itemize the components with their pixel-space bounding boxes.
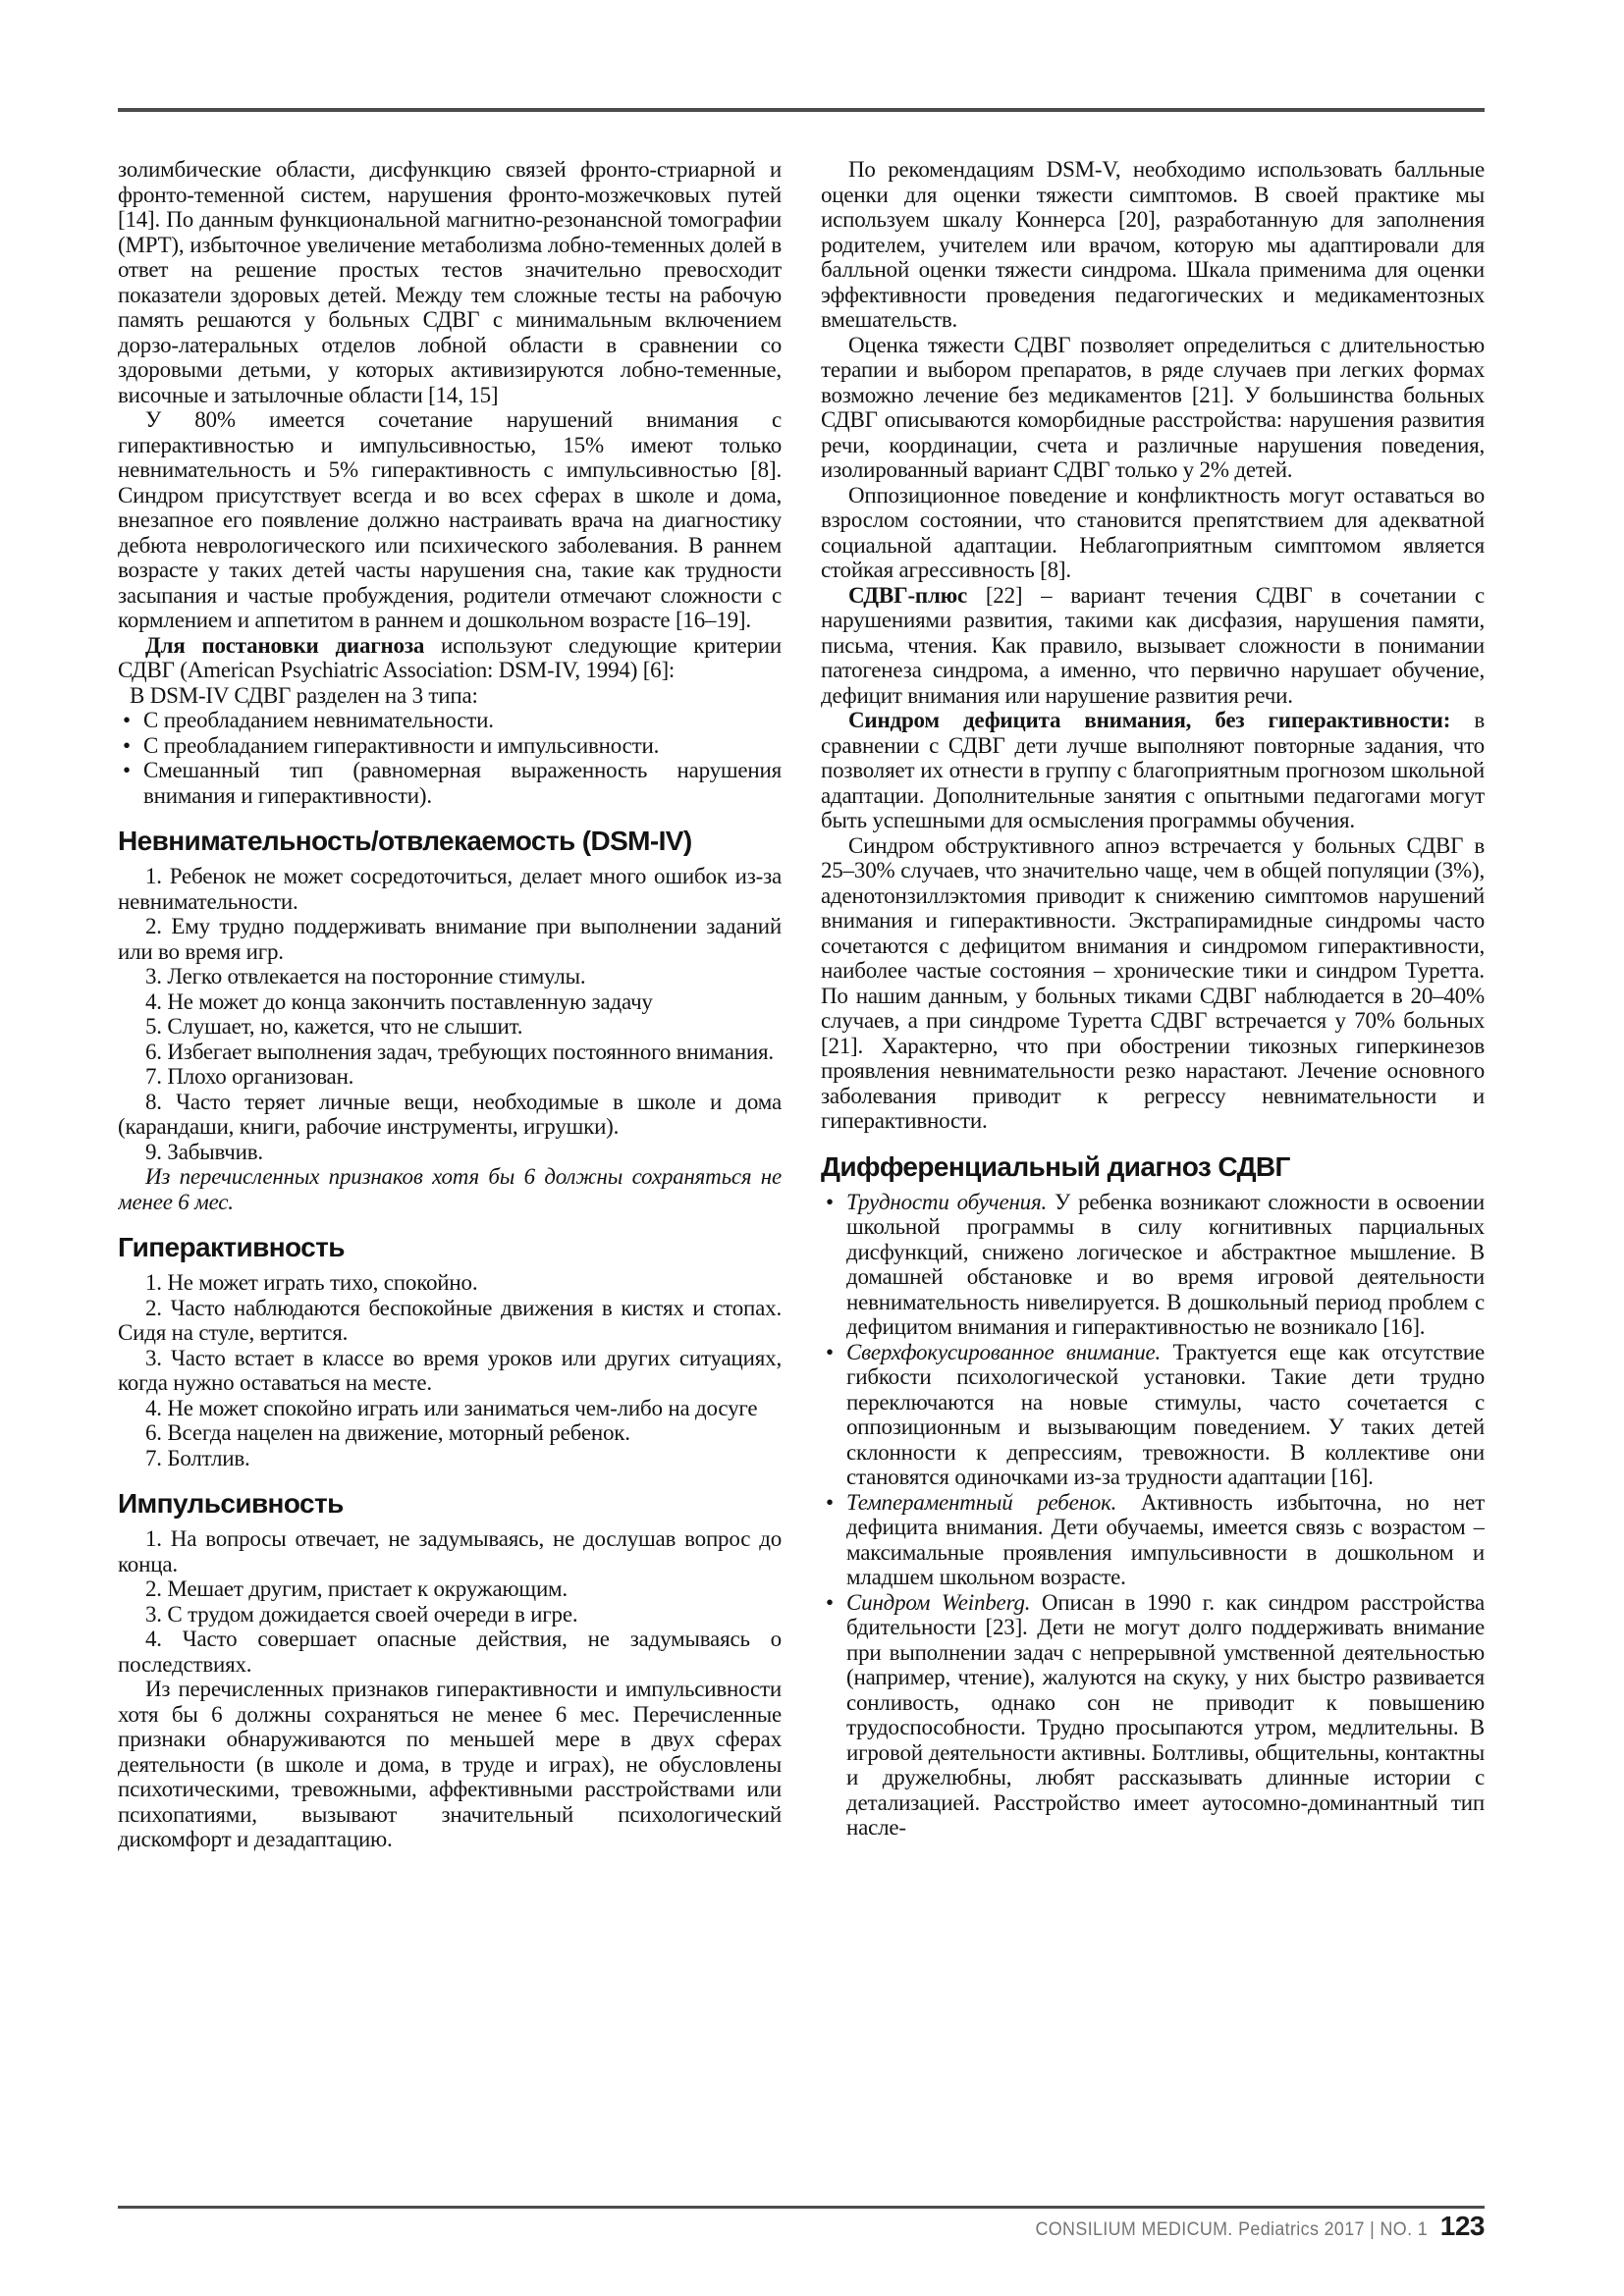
- bullet-marker: •: [123, 732, 131, 758]
- bold-run: Для постановки диагноза: [145, 632, 425, 658]
- text-run: Из перечисленных признаков гиперактивности и импульсивности хотя бы 6 должны сохраняться не менее 6 мес. Перечисленные признаки обнаруживаются по меньшей мере в двух сферах деятельности (в школе и дома, в труде и играх), не обусловлены психотическими, тревожными, аффективными расстройствами или психопатиями, вызывают значительный психологический дискомфорт и дезадаптацию.: [118, 1677, 782, 1851]
- bullet-list-item: [821, 1490, 1485, 1590]
- paragraph: [118, 1677, 782, 1852]
- bullet-list-item: [821, 1590, 1485, 1841]
- italic-run: Темпераментный ребенок.: [846, 1489, 1117, 1515]
- text-run: По рекомендациям DSM-V, необходимо использовать балльные оценки для оценки тяжести симптомов. В своей практике мы используем шкалу Коннерса [20], разработанную для заполнения родителем, учителем или врачом, которую мы адаптировали для балльной оценки тяжести синдрома. Шкала применима для оценки эффективности проведения педагогических и медикаментозных вмешательств.: [821, 157, 1485, 332]
- text-run: 8. Часто теряет личные вещи, необходимые в школе и дома (карандаши, книги, рабочие инструменты, игрушки).: [118, 1089, 782, 1139]
- text-run: С преобладанием гиперактивности и импульсивности.: [143, 732, 660, 758]
- text-run: 4. Не может до конца закончить поставленную задачу: [145, 988, 653, 1014]
- text-run: 6. Избегает выполнения задач, требующих постоянного внимания.: [145, 1039, 774, 1064]
- text-run: 3. Часто встает в классе во время уроков или других ситуациях, когда нужно оставаться на месте.: [118, 1345, 782, 1395]
- text-run: 1. Не может играть тихо, спокойно.: [145, 1270, 478, 1295]
- paragraph: [118, 1270, 782, 1296]
- bullet-marker: •: [123, 708, 131, 732]
- text-run: 1. На вопросы отвечает, не задумываясь, не дослушав вопрос до конца.: [118, 1526, 782, 1576]
- section-heading: [118, 1232, 782, 1263]
- right-column: [821, 157, 1485, 2203]
- text-run: 2. Мешает другим, пристает к окружающим.: [145, 1576, 568, 1601]
- paragraph: [118, 1090, 782, 1140]
- text-run: 1. Ребенок не может сосредоточиться, делает много ошибок из-за невнимательности.: [118, 864, 782, 914]
- bullet-marker: •: [826, 1589, 834, 1615]
- italic-run: Из перечисленных признаков хотя бы 6 должны сохраняться не менее 6 мес.: [118, 1164, 782, 1214]
- text-run: в сравнении с СДВГ дети лучше выполняют повторные задания, что позволяет их отнести в группу с благоприятным прогнозом школьной адаптации. Дополнительные занятия с опытными педагогами могут быть успешными для осмысления программы обучения.: [821, 708, 1485, 832]
- text-run: С преобладанием невнимательности.: [143, 708, 494, 732]
- text-run: 2. Часто наблюдаются беспокойные движения в кистях и стопах. Сидя на стуле, вертится.: [118, 1295, 782, 1345]
- text-run: 6. Всегда нацелен на движение, моторный ребенок.: [145, 1420, 630, 1445]
- text-run: золимбические области, дисфункцию связей фронто-стриарной и фронто-теменной систем, нарушения фронто-мозжечковых путей [14]. По данным функциональной магнитно-резонансной томографии (МРТ), избыточное увеличение метаболизма лобно-теменных долей в ответ на решение простых тестов значительно превосходит показатели здоровых детей. Между тем сложные тесты на рабочую память решаются у больных СДВГ с минимальным включением дорзо-латеральных отделов лобной области в сравнении со здоровыми детьми, у которых активизируются лобно-теменные, височные и затылочные области [14, 15]: [118, 157, 782, 407]
- section-heading: [821, 1151, 1485, 1183]
- paragraph: [821, 708, 1485, 833]
- text-run: 4. Не может спокойно играть или заниматься чем-либо на досуге: [145, 1395, 758, 1420]
- bullet-marker: •: [826, 1489, 834, 1515]
- bullet-marker: •: [123, 758, 131, 782]
- paragraph: [118, 1296, 782, 1346]
- paragraph: [118, 989, 782, 1015]
- bullet-list-item: [118, 733, 782, 759]
- paragraph: [118, 1420, 782, 1446]
- text-run: 7. Плохо организован.: [145, 1064, 354, 1089]
- paragraph: [118, 1627, 782, 1677]
- footer-rule: [118, 2206, 1485, 2209]
- text-run: Гиперактивность: [118, 1232, 345, 1262]
- paragraph: [118, 683, 782, 709]
- text-run: Трактуется еще как отсутствие гибкости психологической установки. Такие дети трудно переключаются на новые стимулы, часто сочетается с оппозиционным и вызывающим поведением. У таких детей склонности к депрессиям, тревожности. В коллективе они становятся одиночками из-за трудности адаптации [16].: [846, 1339, 1485, 1489]
- bullet-list-item: [118, 708, 782, 733]
- bullet-marker: •: [826, 1189, 834, 1214]
- paragraph: [118, 633, 782, 683]
- text-run: Смешанный тип (равномерная выраженность нарушения внимания и гиперактивности).: [143, 758, 782, 808]
- bullet-list-item: [821, 1190, 1485, 1340]
- text-run: 7. Болтлив.: [145, 1445, 250, 1470]
- paragraph: [118, 1446, 782, 1471]
- paragraph: [118, 1396, 782, 1421]
- text-run: Оценка тяжести СДВГ позволяет определиться с длительностью терапии и выбором препаратов, в ряде случаев при легких формах возможно лечение без медикаментов [21]. У большинства больных СДВГ описываются коморбидные расстройства: нарушения развития речи, координации, счета и различные нарушения поведения, изолированный вариант СДВГ только у 2% детей.: [821, 332, 1485, 482]
- bullet-list-item: [821, 1340, 1485, 1490]
- text-run: У ребенка возникают сложности в освоении школьной программы в силу когнитивных парциальных дисфункций, снижено логическое и абстрактное мышление. В домашней обстановке и во время игровой деятельности невнимательность нивелируется. В дошкольный период проблем с дефицитом внимания и гиперактивностью не возникало [16].: [846, 1189, 1485, 1339]
- italic-run: Синдром Weinberg.: [846, 1589, 1031, 1615]
- text-run: 2. Ему трудно поддерживать внимание при выполнении заданий или во время игр.: [118, 914, 782, 964]
- article-body: [118, 157, 1485, 2203]
- text-run: 4. Часто совершает опасные действия, не задумываясь о последствиях.: [118, 1627, 782, 1677]
- paragraph: [118, 1602, 782, 1628]
- bullet-marker: •: [826, 1339, 834, 1364]
- top-rule: [118, 108, 1485, 112]
- paragraph: [118, 864, 782, 914]
- paragraph: [118, 1064, 782, 1090]
- page-number: 123: [1439, 2211, 1485, 2241]
- text-run: 5. Слушает, но, кажется, что не слышит.: [145, 1014, 523, 1039]
- paragraph: [118, 914, 782, 964]
- page-footer: [1010, 2211, 1485, 2242]
- section-heading: [118, 826, 782, 857]
- paragraph: [118, 157, 782, 407]
- paragraph: [821, 583, 1485, 709]
- paragraph: [821, 157, 1485, 333]
- text-run: [22] – вариант течения СДВГ в сочетании с нарушениями развития, такими как дисфазия, нарушения памяти, письма, чтения. Как правило, вызывает сложности в понимании патогенеза синдрома, а именно, что первично нарушает обучение, дефицит внимания или нарушение развития речи.: [821, 582, 1485, 708]
- text-run: Активность избыточна, но нет дефицита внимания. Дети обучаемы, имеется связь с возрастом – максимальные проявления импульсивности в дошкольном и младшем школьном возрасте.: [846, 1489, 1485, 1589]
- section-heading: [118, 1488, 782, 1520]
- text-run: 3. С трудом дожидается своей очереди в игре.: [145, 1601, 578, 1627]
- paragraph: [118, 1526, 782, 1576]
- text-run: В DSM-IV СДВГ разделен на 3 типа:: [130, 682, 478, 708]
- paragraph: [118, 1164, 782, 1214]
- paragraph: [821, 483, 1485, 583]
- text-run: Невнимательность/отвлекаемость (DSM-IV): [118, 826, 692, 856]
- paragraph: [118, 964, 782, 989]
- text-run: Оппозиционное поведение и конфликтность могут оставаться во взрослом состоянии, что становится препятствием для адекватной социальной адаптации. Неблагоприятным симптомом является стойкая агрессивность [8].: [821, 482, 1485, 582]
- text-run: Импульсивность: [118, 1488, 344, 1519]
- paragraph: [118, 1140, 782, 1165]
- paragraph: [118, 1040, 782, 1065]
- text-run: Описан в 1990 г. как синдром расстройства бдительности [23]. Дети не могут долго поддерживать внимание при выполнении задач с непрерывной умственной деятельностью (например, чтение), жалуются на скуку, у них быстро развивается сонливость, однако сон не приводит к повышению трудоспособности. Трудно просыпаются утром, медлительны. В игровой деятельности активны. Болтливы, общительны, контактны и дружелюбны, любят рассказывать длинные истории с детализацией. Расстройство имеет аутосомно-доминантный тип насле-: [846, 1589, 1485, 1840]
- bullet-list-item: [118, 758, 782, 808]
- text-run: 3. Легко отвлекается на посторонние стимулы.: [145, 964, 586, 988]
- text-run: используют следующие критерии СДВГ (American Psychiatric Association: DSM-IV, 1994) [6]:: [118, 632, 782, 682]
- italic-run: Трудности обучения.: [846, 1189, 1048, 1214]
- paragraph: [118, 1346, 782, 1396]
- text-run: 9. Забывчив.: [145, 1139, 263, 1164]
- paragraph: [821, 833, 1485, 1134]
- paragraph: [118, 407, 782, 633]
- paragraph: [118, 1014, 782, 1040]
- text-run: У 80% имеется сочетание нарушений внимания с гиперактивностью и импульсивностью, 15% имеют только невнимательность и 5% гиперактивность с импульсивностью [8]. Синдром присутствует всегда и во всех сферах в школе и дома, внезапное его появление должно настраивать врача на диагностику дебюта неврологического или психического заболевания. В раннем возрасте у таких детей часты нарушения сна, такие как трудности засыпания и частые пробуждения, родители отмечают сложности с кормлением и аппетитом в раннем и дошкольном возрасте [16–19].: [118, 407, 782, 632]
- bold-run: СДВГ-плюс: [848, 582, 968, 608]
- paragraph: [118, 1576, 782, 1602]
- bold-run: Синдром дефицита внимания, без гиперактивности:: [848, 708, 1451, 732]
- left-column: [118, 157, 782, 2203]
- italic-run: Сверхфокусированное внимание.: [846, 1339, 1162, 1364]
- journal-title: CONSILIUM MEDICUM. Pediatrics 2017 | NO. 1: [1035, 2219, 1428, 2240]
- text-run: Синдром обструктивного апноэ встречается у больных СДВГ в 25–30% случаев, что значительно чаще, чем в общей популяции (3%), аденотонзиллэктомия приводит к снижению симптомов нарушений внимания и гиперактивности. Экстрапирамидные синдромы часто сочетаются с дефицитом внимания и синдромом гиперактивности, наиболее частые состояния – хронические тики и синдром Туретта. По нашим данным, у больных тиками СДВГ наблюдается в 20–40% случаев, а при синдроме Туретта СДВГ встречается у 70% больных [21]. Характерно, что при обострении тикозных гиперкинезов проявления невнимательности резко нарастают. Лечение основного заболевания приводит к регрессу невнимательности и гиперактивности.: [821, 832, 1485, 1133]
- text-run: Дифференциальный диагноз СДВГ: [821, 1150, 1290, 1182]
- paragraph: [821, 333, 1485, 483]
